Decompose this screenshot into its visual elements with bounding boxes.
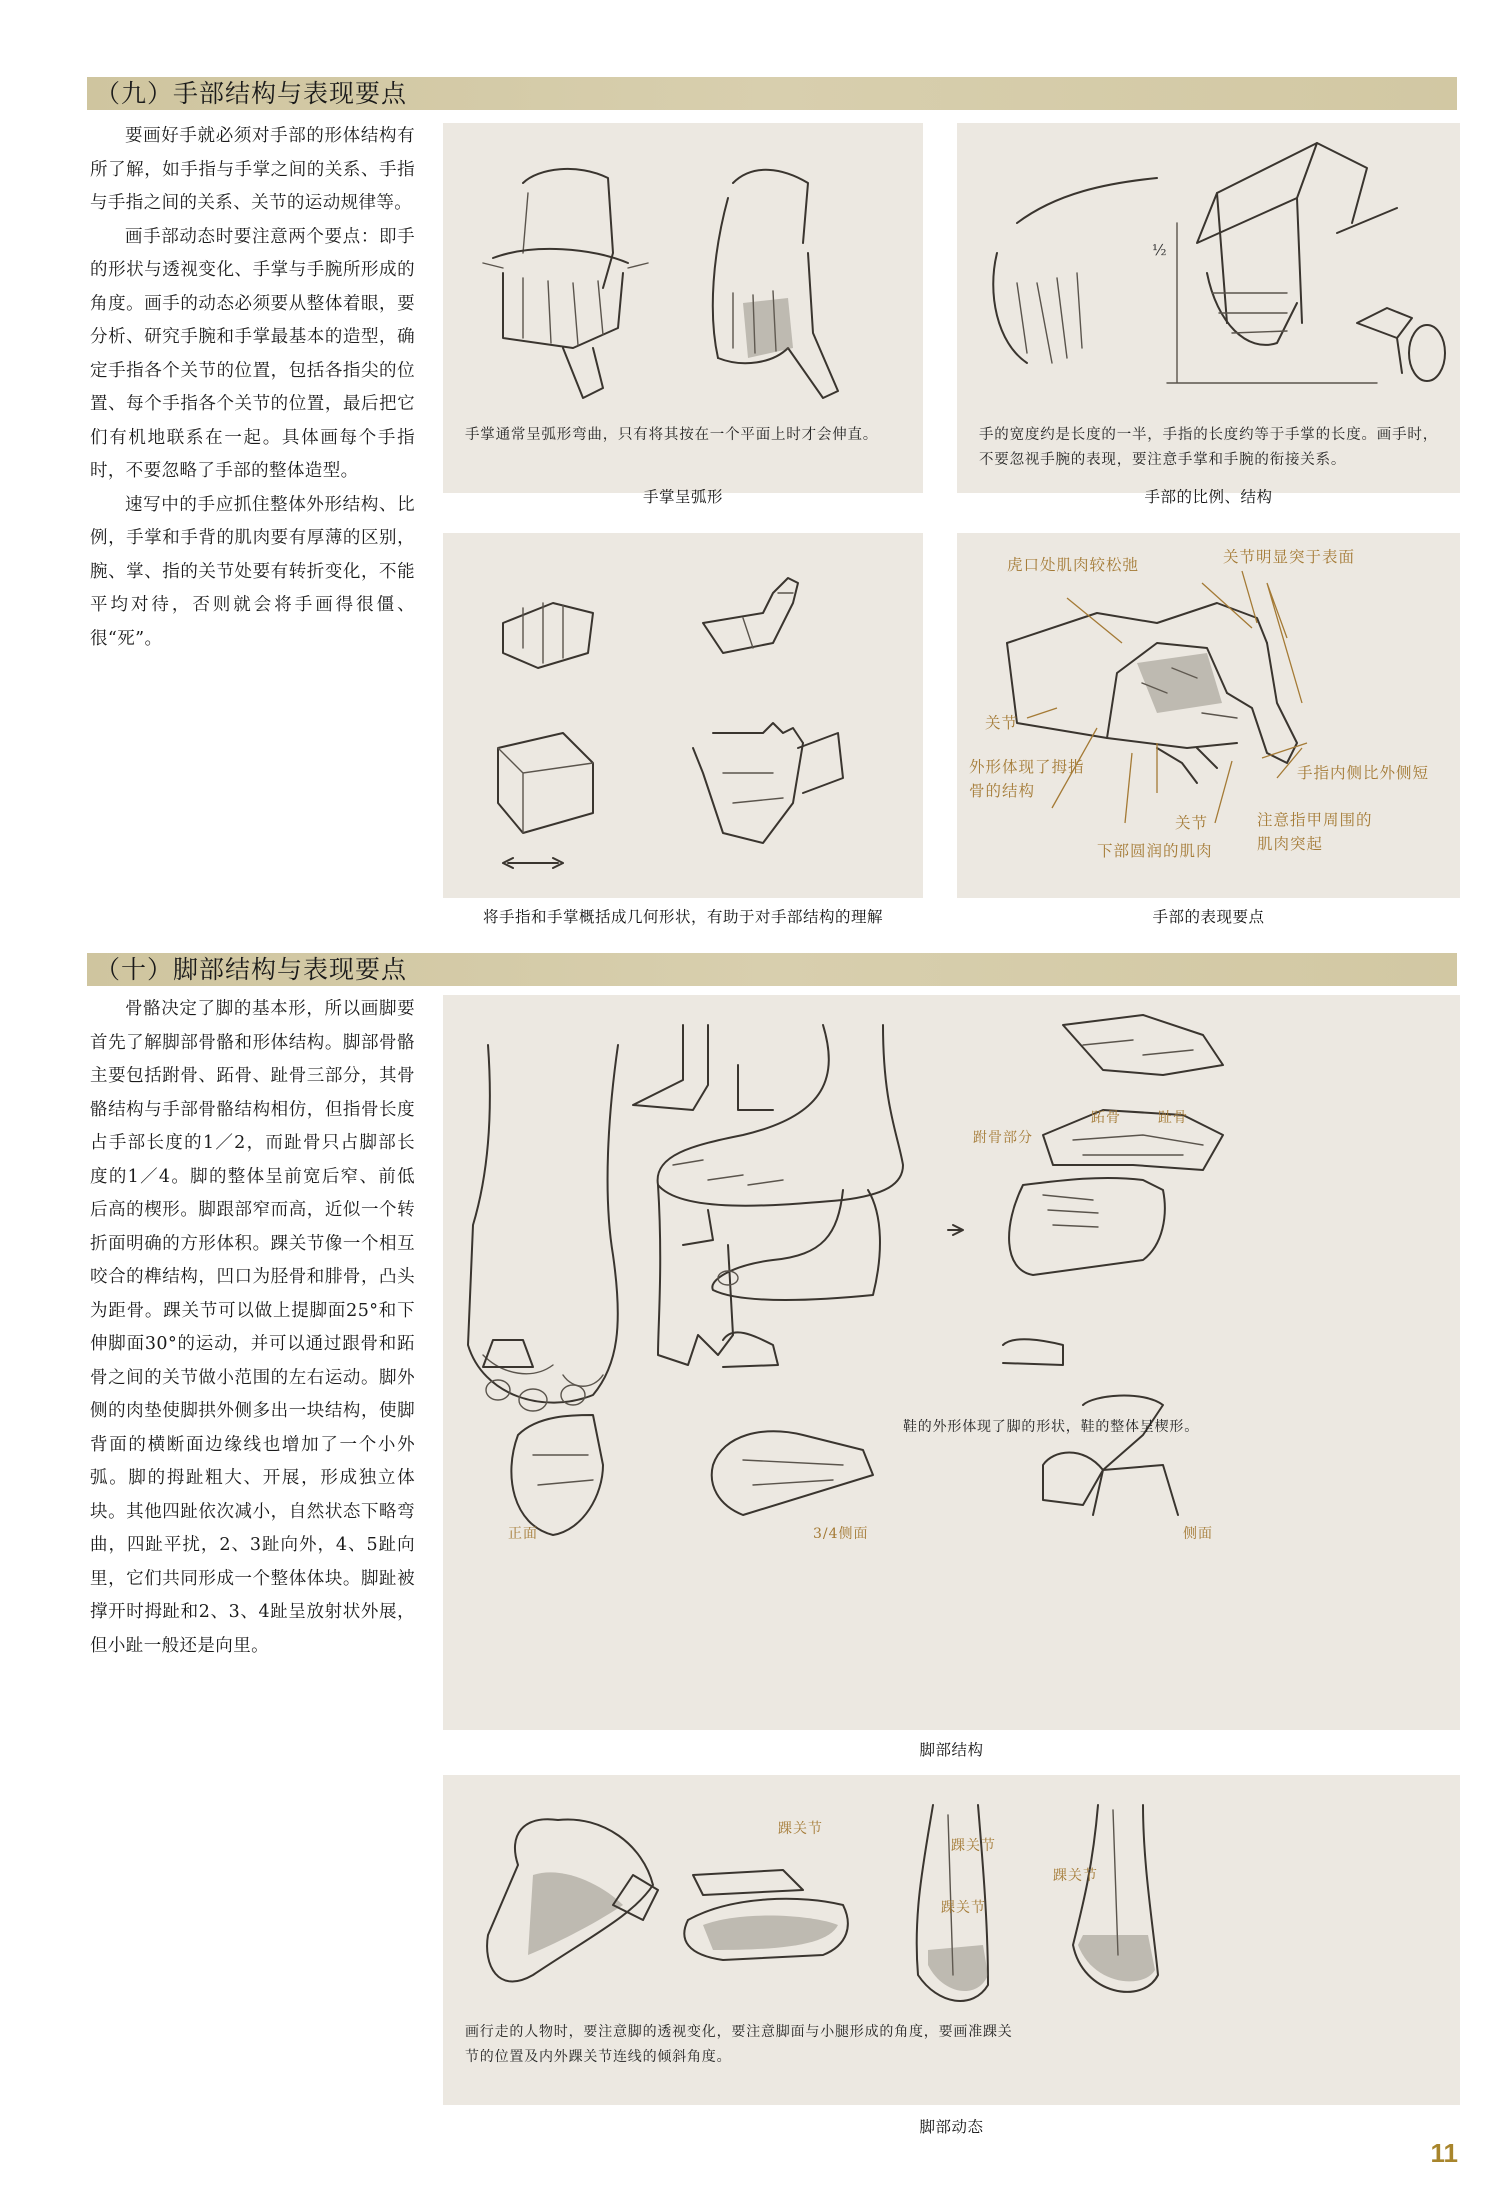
section-title: （九）手部结构与表现要点 xyxy=(95,79,408,108)
hand-text-column xyxy=(90,120,415,656)
view-side: 侧面 xyxy=(1183,1526,1213,1542)
foot-paragraph: 骨骼决定了脚的基本形，所以画脚要首先了解脚部骨骼和形体结构。脚部骨骼主要包括跗骨、跖骨、趾骨三部分，其骨骼结构与手部骨骼结构相仿，但指骨长度占手部长度的1／2，而趾骨只占脚部长度的1／4。脚的整体呈前宽后窄、前低后高的楔形。脚跟部窄而高，近似一个转折面明确的方形体积。踝关节像一个相互咬合的榫结构，凹口为胫骨和腓骨，凸头为距骨。踝关节可以做上提脚面25°和下伸脚面30°的运动，并可以通过跟骨和跖骨之间的关节做小范围的左右运动。脚外侧的肉垫使脚拱外侧多出一块结构，使脚背面的横断面边缘线也增加了一个小外弧。脚的拇趾粗大、开展，形成独立体块。其他四趾依次减小，自然状态下略弯曲，四趾平扰，2、3趾向外，4、5趾向里，它们共同形成一个整体体块。脚趾被撑开时拇趾和2、3、4趾呈放射状外展，但小趾一般还是向里。 xyxy=(90,999,415,1656)
view-three-quarter: 3/4侧面 xyxy=(813,1526,869,1542)
ann-lower-flesh: 下部圆润的肌肉 xyxy=(1097,842,1213,860)
ann-joint-1: 关节 xyxy=(985,714,1019,732)
hand-paragraph-3: 速写中的手应抓住整体外形结构、比例，手掌和手背的肌肉要有厚薄的区别，腕、掌、指的关节处要有转折变化，不能平均对待，否则就会将手画得很僵、很“死”。 xyxy=(90,494,415,649)
foot-text-column xyxy=(90,993,415,1663)
figure-foot-motion xyxy=(443,1775,1460,2105)
figure-palm-arc xyxy=(443,123,923,493)
palm-arc-inner-caption: 手掌通常呈弧形弯曲，只有将其按在一个平面上时才会伸直。 xyxy=(465,427,879,443)
ankle-label-1: 踝关节 xyxy=(778,1821,823,1837)
palm-arc-sketch xyxy=(443,123,923,413)
page-number: 11 xyxy=(1430,2138,1458,2168)
section-title: （十）脚部结构与表现要点 xyxy=(95,955,408,984)
proportion-half-mark: ½ xyxy=(1152,241,1167,259)
label-tarsal: 跗骨部分 xyxy=(973,1130,1033,1146)
section-header-hand xyxy=(87,77,1457,110)
ann-nail-flesh: 注意指甲周围的肌肉突起 xyxy=(1257,811,1373,853)
hand-proportion-sketch xyxy=(957,123,1460,413)
foot-structure-caption: 脚部结构 xyxy=(919,1742,984,1759)
figure-foot-structure xyxy=(443,995,1460,1730)
palm-arc-caption: 手掌呈弧形 xyxy=(642,489,723,506)
hand-paragraph-2: 画手部动态时要注意两个要点：即手的形状与透视变化、手掌与手腕所形成的角度。画手的动态必须要从整体着眼，要分析、研究手腕和手掌最基本的造型，确定手指各个关节的位置，包括各指尖的位置、每个手指各个关节的位置，最后把它们有机地联系在一起。具体画每个手指时，不要忽略了手部的整体造型。 xyxy=(90,226,415,481)
label-phalanges: 趾骨 xyxy=(1158,1110,1188,1126)
figure-hand-geometry xyxy=(443,533,923,898)
ann-hukou: 虎口处肌肉较松弛 xyxy=(1007,556,1140,574)
ann-joint-prominent: 关节明显突于表面 xyxy=(1223,548,1356,566)
foot-motion-caption: 脚部动态 xyxy=(919,2119,984,2136)
ann-thumb-shape: 外形体现了拇指骨的结构 xyxy=(969,758,1085,800)
label-metatarsal: 跖骨 xyxy=(1091,1110,1121,1126)
hand-proportion-caption: 手部的比例、结构 xyxy=(1144,489,1273,506)
hand-paragraph-1: 要画好手就必须对手部的形体结构有所了解，如手指与手掌之间的关系、手指与手指之间的关系、关节的运动规律等。 xyxy=(90,126,415,213)
figure-hand-proportion xyxy=(957,123,1460,493)
hand-geometry-caption: 将手指和手掌概括成几何形状，有助于对手部结构的理解 xyxy=(482,909,883,926)
ann-inner-shorter: 手指内侧比外侧短 xyxy=(1297,764,1430,782)
section-header-foot xyxy=(87,953,1457,986)
hand-proportion-inner-caption: 手的宽度约是长度的一半，手指的长度约等于手掌的长度。画手时，不要忽视手腕的表现，要注意手掌和手腕的衔接关系。 xyxy=(979,427,1438,468)
ankle-label-4: 踝关节 xyxy=(1053,1868,1098,1884)
foot-motion-inner-caption: 画行走的人物时，要注意脚的透视变化，要注意脚面与小腿形成的角度，要画准踝关节的位置及内外踝关节连线的倾斜角度。 xyxy=(465,2024,1013,2065)
hand-geometry-sketch xyxy=(443,533,923,898)
ankle-label-2: 踝关节 xyxy=(951,1838,996,1854)
ann-joint-2: 关节 xyxy=(1175,814,1209,832)
view-front: 正面 xyxy=(508,1526,538,1542)
shoe-note: 鞋的外形体现了脚的形状，鞋的整体呈楔形。 xyxy=(903,1419,1199,1435)
figure-hand-points xyxy=(957,533,1460,898)
hand-points-caption: 手部的表现要点 xyxy=(1152,909,1265,926)
ankle-label-3: 踝关节 xyxy=(941,1900,986,1916)
foot-structure-sketch xyxy=(443,995,1460,1730)
